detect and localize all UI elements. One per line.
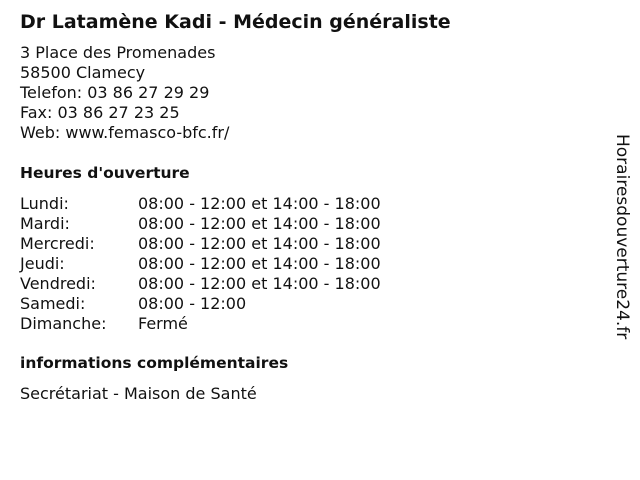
- watermark: [612, 134, 632, 346]
- time-value: 08:00 - 12:00 et 14:00 - 18:00: [138, 194, 381, 213]
- city-address: 58500 Clamecy: [20, 63, 146, 82]
- hours-heading: Heures d'ouverture: [20, 164, 190, 182]
- time-value: 08:00 - 12:00 et 14:00 - 18:00: [138, 234, 381, 253]
- info-heading: informations complémentaires: [20, 354, 289, 372]
- watermark-text: Horairesdouverture24.fr: [612, 134, 632, 340]
- day-label: Vendredi:: [20, 274, 96, 293]
- day-label: Mardi:: [20, 214, 70, 233]
- time-value: 08:00 - 12:00 et 14:00 - 18:00: [138, 274, 381, 293]
- day-label: Samedi:: [20, 294, 86, 313]
- address-block: [20, 43, 229, 143]
- time-value: 08:00 - 12:00: [138, 294, 247, 313]
- time-value: 08:00 - 12:00 et 14:00 - 18:00: [138, 254, 381, 273]
- website: Web: www.femasco-bfc.fr/: [20, 123, 230, 142]
- page-title: Dr Latamène Kadi - Médecin généraliste: [20, 11, 451, 33]
- time-value: 08:00 - 12:00 et 14:00 - 18:00: [138, 214, 381, 233]
- street-address: 3 Place des Promenades: [20, 43, 216, 62]
- fax-number: Fax: 03 86 27 23 25: [20, 103, 180, 122]
- day-label: Dimanche:: [20, 314, 107, 333]
- time-value: Fermé: [138, 314, 188, 333]
- day-label: Jeudi:: [20, 254, 65, 273]
- day-label: Lundi:: [20, 194, 69, 213]
- info-text: Secrétariat - Maison de Santé: [20, 384, 257, 403]
- phone-number: Telefon: 03 86 27 29 29: [20, 83, 210, 102]
- day-label: Mercredi:: [20, 234, 95, 253]
